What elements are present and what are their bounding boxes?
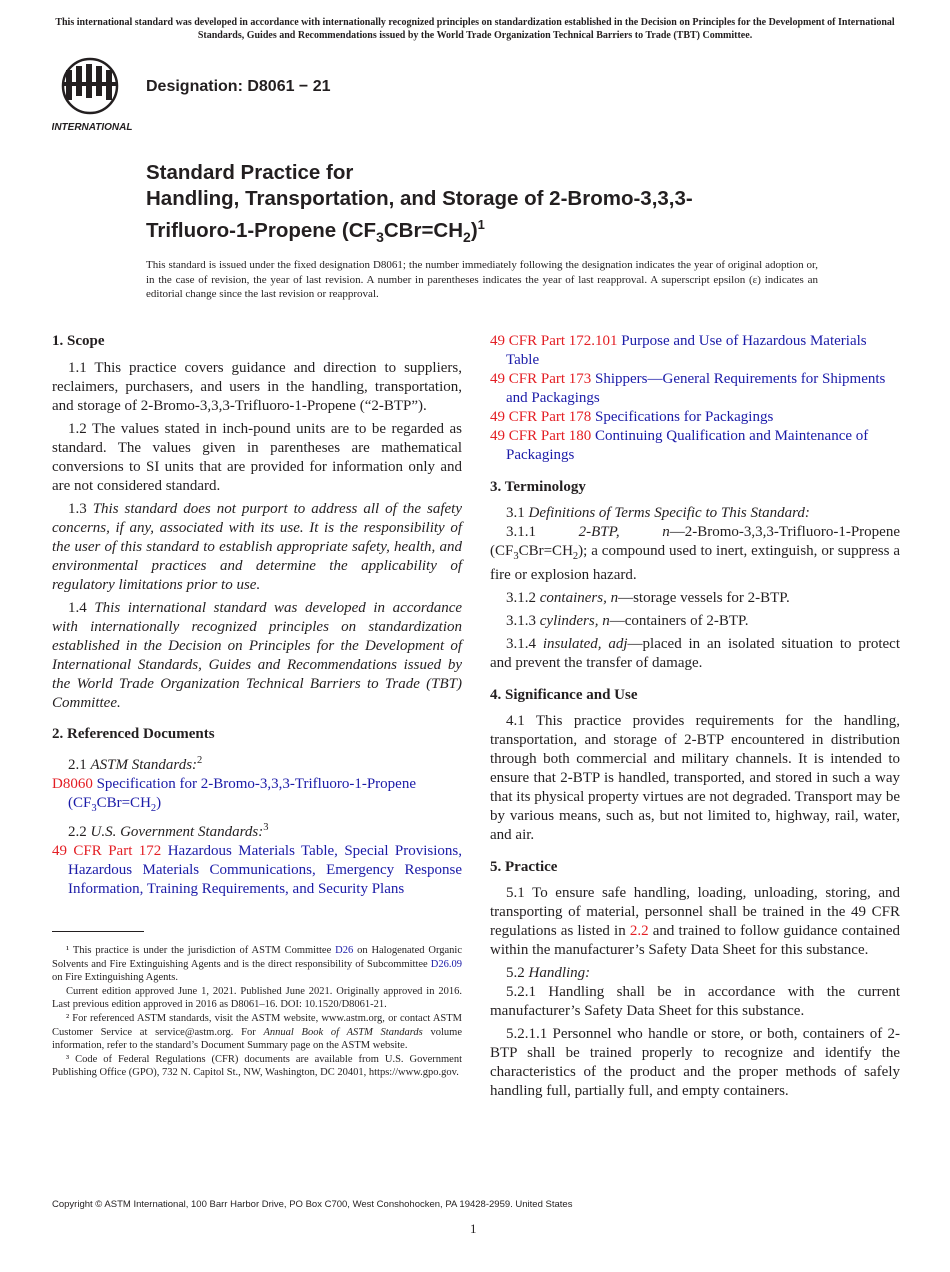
reference-code-link[interactable]: 49 CFR Part 173	[490, 371, 592, 387]
paragraph-5-2: 5.2 Handling:	[506, 965, 591, 981]
paragraph-3-1-4: 3.1.4 insulated, adj—placed in an isolated situation to protect and prevent the transfer of damage.	[490, 636, 900, 671]
subcommittee-link[interactable]: D26.09	[430, 958, 462, 970]
section-heading-referenced-documents: 2. Referenced Documents	[52, 726, 215, 742]
title-line-1: Standard Practice for	[146, 161, 354, 184]
footnote-2: ² For referenced ASTM standards, visit the ASTM website, www.astm.org, or contact ASTM Customer Service at service@astm.org. For Annual Book of ASTM Standards volume information, refer to the standard’s Document Summary page on the ASTM website.	[52, 1012, 462, 1052]
section-heading-practice: 5. Practice	[490, 859, 558, 875]
reference-title-link[interactable]: Hazardous Materials Table, Special Provisions, Hazardous Materials Communications, Emergency Response Information, Training Requirements, and Security Plans	[68, 843, 462, 897]
reference-code-link[interactable]: 49 CFR Part 172	[52, 843, 162, 859]
paragraph-2-2: 2.2 U.S. Government Standards:$^3$	[68, 822, 269, 840]
section-heading-terminology: 3. Terminology	[490, 479, 586, 495]
logo-text: INTERNATIONAL	[52, 122, 133, 133]
astm-logo	[52, 56, 136, 134]
paragraph-4-1: 4.1 This practice provides requirements for the handling, transportation, and storage of 2-BTP encountered in distribution through both commercial and military channels. It is intended to ensure that 2-BTP is handled, transported, and stored in such a way that its physical property virtues are not degraded. Transport may be by various means, such as, but not limited to, highway, rail, water, and air.	[490, 713, 900, 843]
designation: Designation: D8061 − 21	[146, 78, 331, 95]
reference-code-link[interactable]: D8060	[52, 776, 93, 792]
footnote-divider	[52, 931, 144, 932]
paragraph-3-1-2: 3.1.2 containers, n—storage vessels for 2-BTP.	[506, 590, 790, 606]
paragraph-3-1-3: 3.1.3 cylinders, n—containers of 2-BTP.	[506, 613, 749, 629]
reference-title-link[interactable]: Purpose and Use of Hazardous Materials Table	[506, 333, 867, 368]
footnote-1-edition: Current edition approved June 1, 2021. Published June 2021. Originally approved in 2016. Last previous edition approved in 2016 as D8061–16. DOI: 10.1520/D8061-21.	[52, 985, 462, 1011]
top-note: This international standard was developed in accordance with internationally recognized principles on standardization established in the Decision on Principles for the Development of International Standards, Guides and Recommendations issued by the World Trade Organization Technical Barriers to Trade (TBT) Committee.	[55, 17, 895, 41]
paragraph-2-1: 2.1 ASTM Standards:$^2$	[68, 755, 203, 773]
reference-d8060[interactable]	[52, 775, 462, 818]
reference-49cfr-172-101[interactable]	[490, 332, 900, 370]
section-heading-scope: 1. Scope	[52, 333, 105, 349]
paragraph-5-2-1-1: 5.2.1.1 Personnel who handle or store, or both, containers of 2-BTP shall be trained properly to recognize and identify the characteristics of the product and the proper methods of safely handling full, partially full, and empty containers.	[490, 1026, 900, 1099]
footnote-1: ¹ This practice is under the jurisdiction of ASTM Committee D26 on Halogenated Organic Solvents and Fire Extinguishing Agents and is the direct responsibility of Subcommittee D26.09 on Fire Extinguishing Agents.	[52, 945, 462, 984]
committee-link[interactable]: D26	[335, 945, 354, 956]
paragraph-1-1: 1.1 This practice covers guidance and direction to suppliers, reclaimers, purchasers, and users in the handling, transportation, and storage of 2-Bromo-3,3,3-Trifluoro-1-Propene (“2-BTP”).	[52, 360, 462, 414]
title-line-3: Trifluoro-1-Propene $(CF_3CBr=CH_2)^1$	[146, 217, 485, 245]
reference-title-link[interactable]: Specifications for Packagings	[591, 409, 774, 425]
reference-49cfr-178[interactable]	[490, 408, 900, 427]
copyright: Copyright © ASTM International, 100 Barr Harbor Drive, PO Box C700, West Conshohocken, PA 19428-2959. United States	[52, 1199, 573, 1210]
paragraph-3-1-1: 3.1.1 2-BTP, n—2-Bromo-3,3,3-Trifluoro-1-Propene $(CF_3CBr=CH_2)$; a compound used to inert, extinguish, or suppress a fire or explosion hazard.	[490, 524, 900, 583]
document-title	[146, 160, 866, 250]
paragraph-1-3: 1.3 This standard does not purport to address all of the safety concerns, if any, associated with its use. It is the responsibility of the user of this standard to establish appropriate safety, health, and environmental practices and determine the applicability of regulatory limitations prior to use.	[52, 501, 463, 593]
paragraph-1-4: 1.4 This international standard was developed in accordance with internationally recognized principles on standardization established in the Decision on Principles for the Development of International Standards, Guides and Recommendations issued by the World Trade Organization Technical Barriers to Trade (TBT) Committee.	[52, 600, 463, 711]
footnote-3: ³ Code of Federal Regulations (CFR) documents are available from U.S. Government Publishing Office (GPO), 732 N. Capitol St., NW, Washington, DC 20401, https://www.gpo.gov.	[52, 1053, 462, 1079]
paragraph-5-2-1: 5.2.1 Handling shall be in accordance with the current manufacturer’s Safety Data Sheet for this substance.	[490, 984, 900, 1019]
reference-title-link[interactable]: Specification for 2-Bromo-3,3,3-Trifluoro-1-Propene $(CF_3CBr=CH_2)$	[68, 776, 416, 814]
reference-49cfr-180[interactable]	[490, 427, 900, 465]
reference-49cfr-173[interactable]	[490, 370, 900, 408]
title-line-2: Handling, Transportation, and Storage of 2-Bromo-3,3,3-	[146, 187, 693, 210]
reference-code-link[interactable]: 49 CFR Part 180	[490, 428, 592, 444]
reference-title-link[interactable]: Continuing Qualification and Maintenance of Packagings	[506, 428, 869, 463]
page-number: 1	[470, 1221, 477, 1236]
reference-code-link[interactable]: 49 CFR Part 172.101	[490, 333, 618, 349]
reference-title-link[interactable]: Shippers—General Requirements for Shipments and Packagings	[506, 371, 886, 406]
issue-note: This standard is issued under the fixed designation D8061; the number immediately following the designation indicates the year of original adoption or, in the case of revision, the year of last revision. A number in parentheses indicates the year of last reapproval. A superscript epsilon (ε) indicates an editorial change since the last revision or reapproval.	[146, 259, 818, 300]
title-footnote-ref: 1	[477, 217, 485, 232]
reference-49cfr-172[interactable]	[52, 842, 462, 899]
paragraph-5-1: 5.1 To ensure safe handling, loading, unloading, storing, and transporting of material, personnel shall be trained in the 49 CFR regulations as listed in 2.2 and trained to follow guidance contained within the manufacturer’s Safety Data Sheet for this substance.	[490, 885, 900, 958]
paragraph-1-2: 1.2 The values stated in inch-pound units are to be regarded as standard. The values given in parentheses are mathematical conversions to SI units that are provided for information only and are not considered standard.	[52, 421, 462, 494]
reference-code-link[interactable]: 49 CFR Part 178	[490, 409, 592, 425]
section-link-2-2[interactable]: 2.2	[629, 923, 649, 939]
paragraph-3-1: 3.1 Definitions of Terms Specific to This Standard:	[506, 505, 810, 521]
left-column	[52, 332, 462, 899]
astm-logo-icon	[52, 56, 136, 134]
footnotes	[52, 944, 462, 1080]
right-column	[490, 332, 900, 1101]
section-heading-significance: 4. Significance and Use	[490, 687, 638, 703]
